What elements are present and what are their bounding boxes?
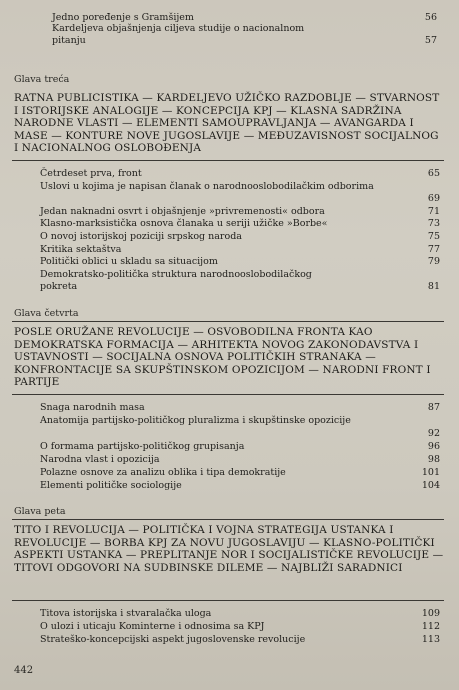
divider: [12, 519, 444, 520]
toc-entry-page: 109: [421, 608, 440, 619]
toc-entry-text: Demokratsko-politička struktura narodnooslobodilačkog pokreta: [40, 269, 312, 292]
toc-entry: [40, 402, 440, 415]
toc-entry-text: O formama partijsko-političkog grupisanja: [40, 441, 245, 452]
toc-entry-page: 75: [427, 231, 440, 242]
toc-entry-page: 73: [427, 218, 440, 229]
toc-entry-text: Anatomija partijsko-političkog pluralizma i skupštinske opozicije: [40, 415, 351, 426]
toc-entry-text: Titova istorijska i stvaralačka uloga: [40, 608, 212, 619]
toc-entry-text: Kardeljeva objašnjenja ciljeva studije o nacionalnom pitanju: [52, 23, 305, 46]
toc-entry-page: 101: [421, 467, 440, 478]
toc-entry-page: 56: [424, 12, 437, 23]
toc-entry-text: Klasno-marksistička osnova članaka u seriji užičke »Borbe«: [40, 218, 328, 229]
toc-entry-page: 65: [427, 168, 440, 179]
toc-entry: [40, 634, 440, 647]
toc-entry: [40, 454, 440, 467]
toc-entry: [40, 181, 440, 205]
toc-entry: [52, 23, 437, 49]
toc-entry: [40, 231, 440, 244]
toc-entry-page: 98: [427, 454, 440, 465]
toc-entry-text: Polazne osnove za analizu oblika i tipa demokratije: [40, 467, 286, 478]
toc-entry-text: O ulozi i uticaju Kominterne i odnosima sa KPJ: [40, 621, 265, 632]
toc-entry-page: 113: [421, 634, 440, 645]
toc-entry-page: 69: [427, 193, 440, 204]
toc-entry: [40, 480, 440, 493]
chapter-heading: POSLE ORUŽANE REVOLUCIJE — OSVOBODILNA FRONTA KAO DEMOKRATSKA FORMACIJA — ARHITEKTA NOVOG ZAKONODAVSTVA I USTAVNOSTI — SOCIJALNA OSNOVA POLITIČKIH STRANAKA — KONFRONTACIJE SA SKUPŠTINSKOM OPOZICIJOM — NARODNI FRONT I PARTIJE: [14, 326, 431, 388]
toc-entry: [40, 218, 440, 231]
divider: [12, 600, 444, 601]
toc-entry-page: 77: [427, 244, 440, 255]
toc-entry-text: Jedan naknadni osvrt i objašnjenje »privremenosti« odbora: [40, 206, 325, 217]
toc-entry: [40, 415, 440, 441]
toc-entry-page: 87: [427, 402, 440, 413]
toc-entry-text: O novoj istorijskoj poziciji srpskog naroda: [40, 231, 242, 242]
toc-entry-page: 81: [427, 281, 440, 292]
chapter-label: Glava peta: [14, 506, 66, 517]
toc-entry-text: Politički oblici u skladu sa situacijom: [40, 256, 218, 267]
chapter-heading: RATNA PUBLICISTIKA — KARDELJEVO UŽIČKO RAZDOBLJE — STVARNOST I ISTORIJSKE ANALOGIJE — KONCEPCIJA KPJ — KLASNA SADRŽINA NARODNE VLASTI — ELEMENTI SAMOUPRAVLJANJA — AVANGARDA I MASE — KONTURE NOVE JUGOSLAVIJE — MEĐUZAVISNOST SOCIJALNOG I NACIONALNOG OSLOBOĐENJA: [14, 92, 440, 154]
toc-entry: [40, 256, 440, 269]
toc-entry-text: Strateško-koncepcijski aspekt jugoslovenske revolucije: [40, 634, 306, 645]
chapter-label: Glava treća: [14, 74, 70, 85]
toc-entry-page: 57: [424, 35, 437, 46]
toc-entry-page: 71: [427, 206, 440, 217]
toc-entry-page: 112: [421, 621, 440, 632]
divider: [12, 321, 444, 322]
toc-entry-page: 96: [427, 441, 440, 452]
toc-entry-text: Elementi političke sociologije: [40, 480, 182, 491]
divider: [12, 394, 444, 395]
toc-entry: [40, 441, 440, 454]
toc-entry-page: 79: [427, 256, 440, 267]
chapter-heading: TITO I REVOLUCIJA — POLITIČKA I VOJNA STRATEGIJA USTANKA I REVOLUCIJE — BORBA KPJ ZA NOVU JUGOSLAVIJU — KLASNO-POLITIČKI ASPEKTI USTANKA — PREPLITANJE NOR I SOCIJALISTIČKE REVOLUCIJE — TITOVI ODGOVORI NA SUDBINSKE DILEME — NAJBLIŽI SARADNICI: [14, 524, 444, 574]
page-number: 442: [14, 665, 34, 676]
toc-entry-text: Uslovi u kojima je napisan članak o narodnooslobodilačkim odborima: [40, 181, 374, 192]
divider: [12, 160, 444, 161]
toc-entry: [40, 621, 440, 634]
toc-entry-text: Kritika sektaštva: [40, 244, 122, 255]
toc-entry-text: Narodna vlast i opozicija: [40, 454, 160, 465]
toc-entry-page: 92: [427, 428, 440, 439]
toc-entry: [40, 168, 440, 181]
toc-entry: [40, 467, 440, 480]
toc-entry: [40, 608, 440, 621]
chapter-label: Glava četvrta: [14, 308, 79, 319]
toc-entry-text: Snaga narodnih masa: [40, 402, 145, 413]
toc-entry: [40, 269, 440, 295]
toc-entry-text: Četrdeset prva, front: [40, 168, 142, 179]
toc-entry-text: Jedno poređenje s Gramšijem: [52, 12, 194, 23]
toc-entry-page: 104: [421, 480, 440, 491]
